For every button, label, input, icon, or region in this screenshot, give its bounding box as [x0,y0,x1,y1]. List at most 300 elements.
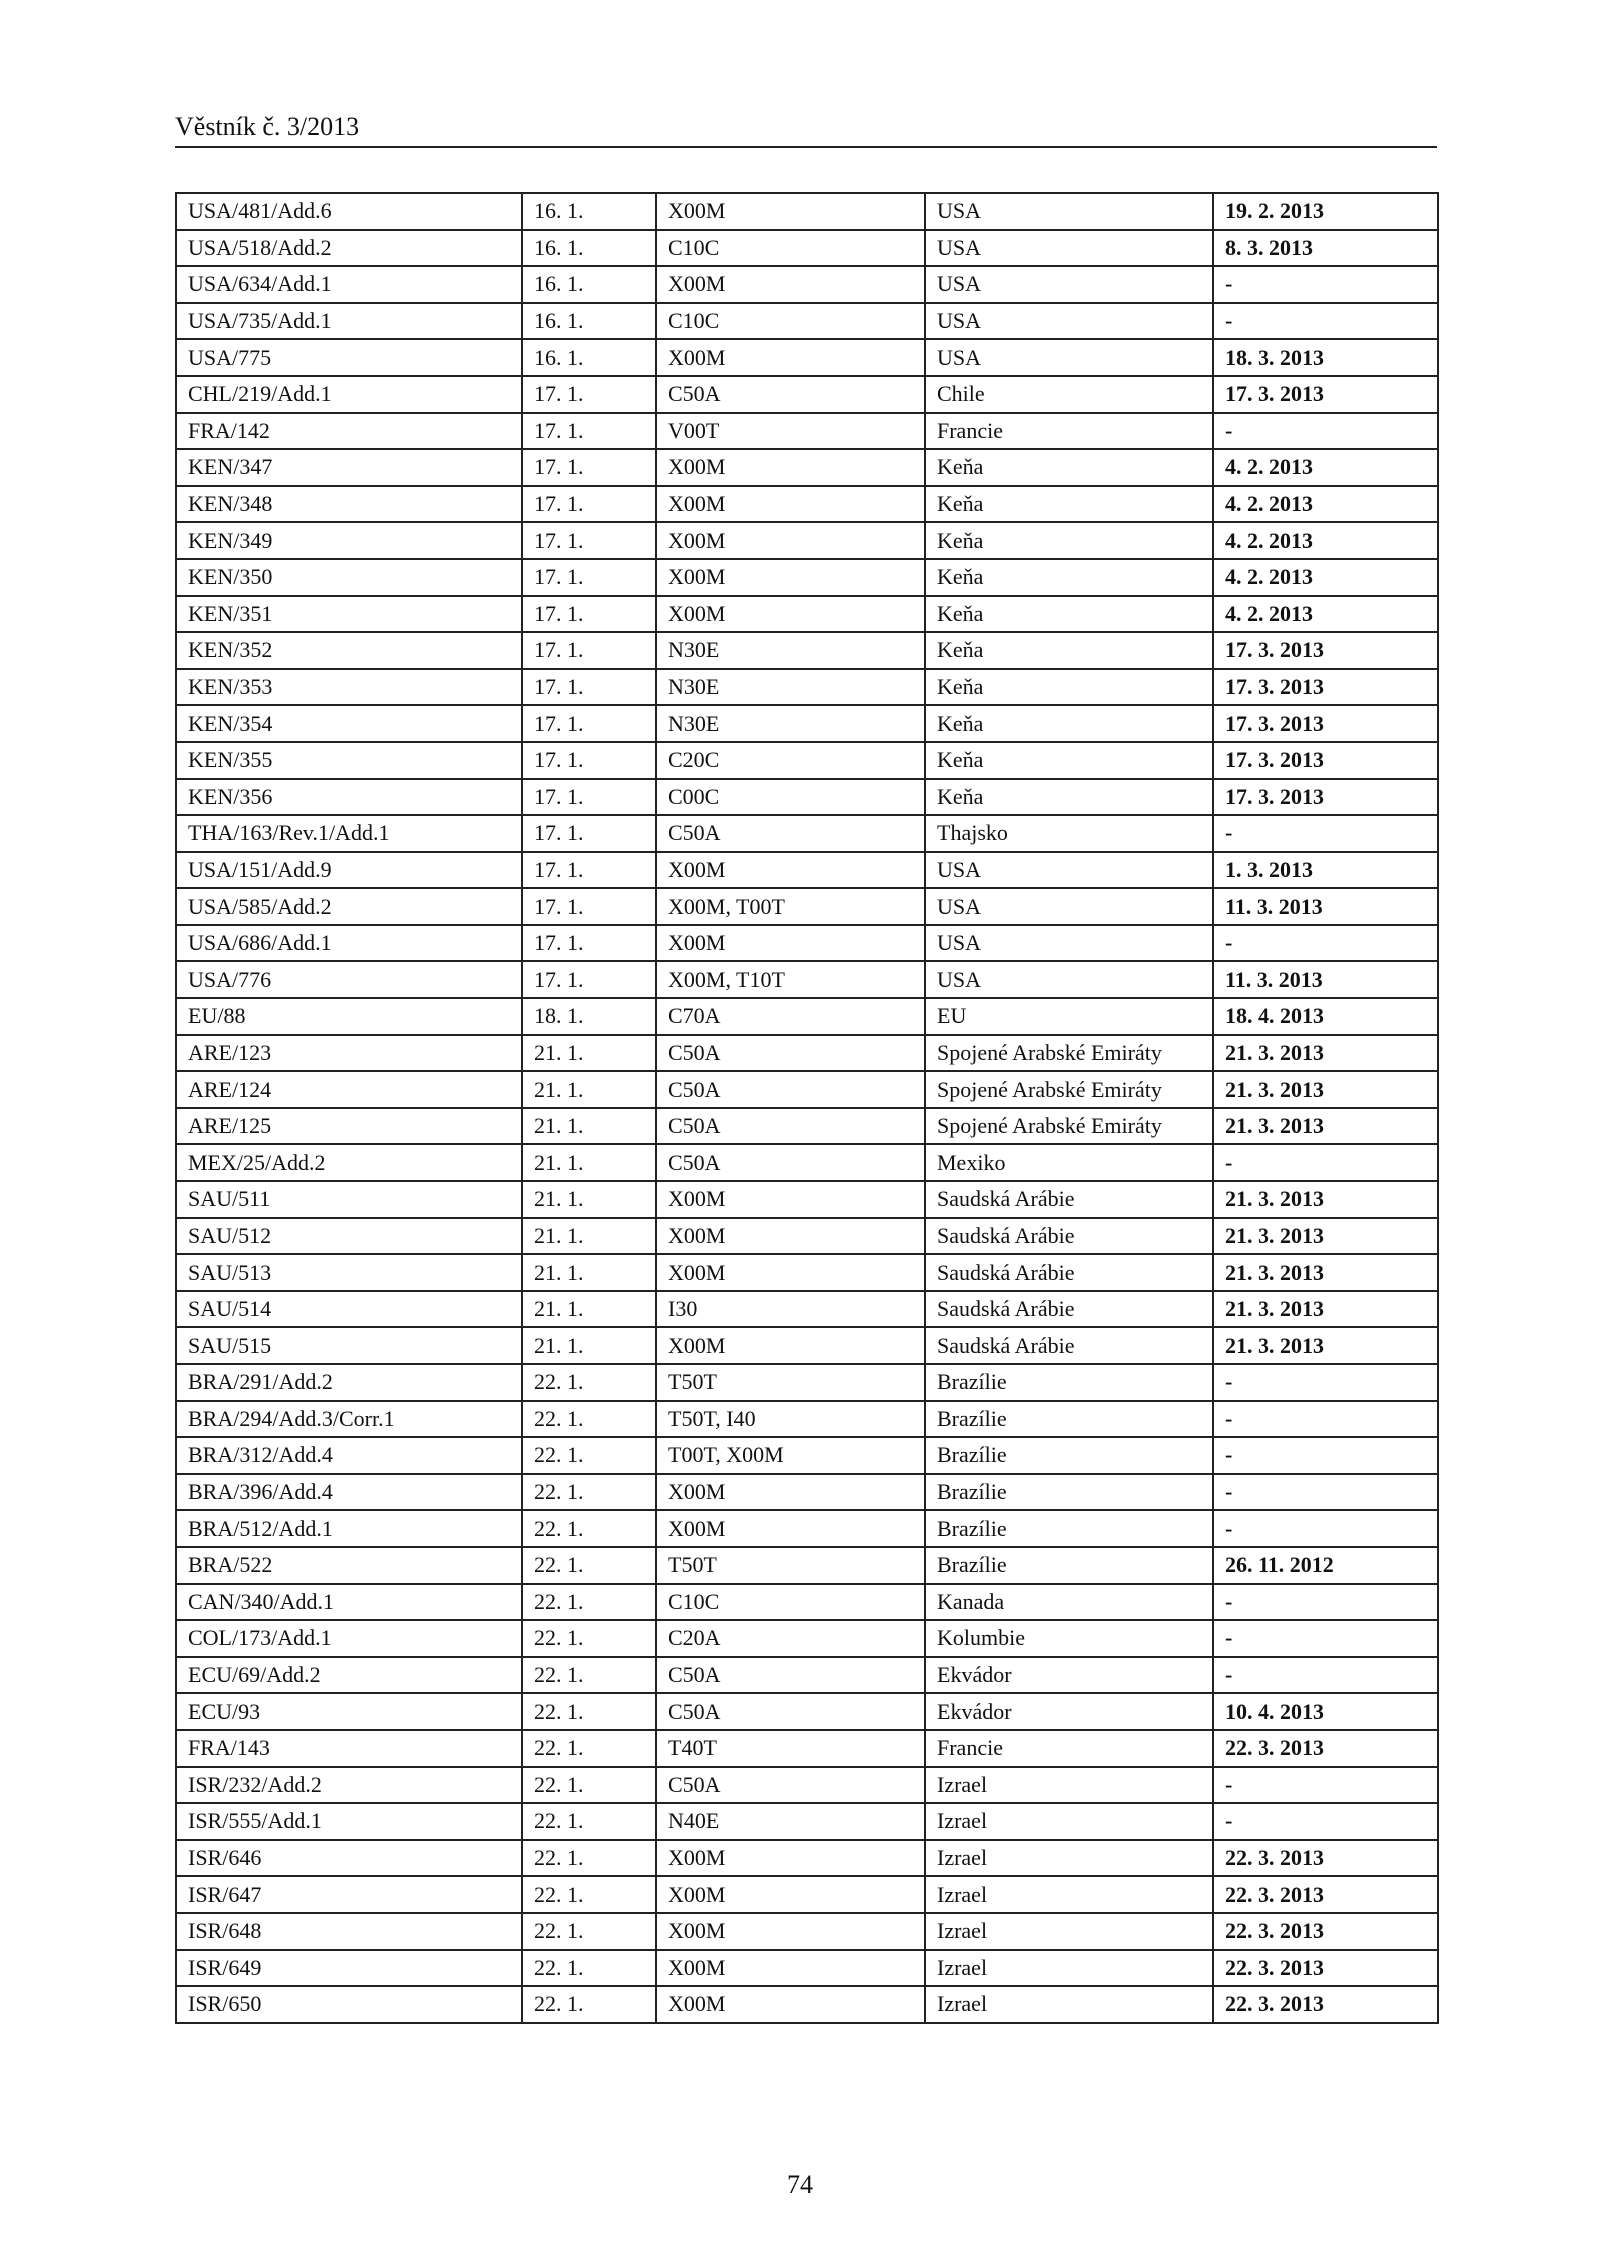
deadline-cell: - [1213,1437,1438,1474]
classification-cell: C50A [656,1108,925,1145]
document-code-cell: USA/686/Add.1 [176,925,522,962]
deadline-cell: 21. 3. 2013 [1213,1035,1438,1072]
document-code-cell: KEN/349 [176,522,522,559]
country-cell: Ekvádor [925,1657,1213,1694]
classification-cell: X00M [656,1913,925,1950]
classification-cell: C50A [656,1035,925,1072]
country-cell: Keňa [925,559,1213,596]
document-code-cell: KEN/351 [176,596,522,633]
table-row [176,961,1438,998]
table-row [176,376,1438,413]
country-cell: Keňa [925,596,1213,633]
country-cell: Izrael [925,1986,1213,2023]
document-code-cell: KEN/354 [176,705,522,742]
table-row [176,998,1438,1035]
date-cell: 17. 1. [522,632,656,669]
classification-cell: X00M, T10T [656,961,925,998]
classification-cell: X00M [656,1474,925,1511]
table-row [176,669,1438,706]
country-cell: Keňa [925,486,1213,523]
classification-cell: T50T [656,1364,925,1401]
date-cell: 16. 1. [522,303,656,340]
document-code-cell: USA/585/Add.2 [176,888,522,925]
classification-cell: X00M [656,1254,925,1291]
deadline-cell: 10. 4. 2013 [1213,1693,1438,1730]
date-cell: 22. 1. [522,1693,656,1730]
table-row [176,925,1438,962]
table-row [176,1986,1438,2023]
country-cell: Brazílie [925,1364,1213,1401]
table-row [176,1474,1438,1511]
document-code-cell: USA/481/Add.6 [176,193,522,230]
deadline-cell: - [1213,303,1438,340]
document-code-cell: ISR/555/Add.1 [176,1803,522,1840]
classification-cell: T50T, I40 [656,1401,925,1438]
country-cell: USA [925,961,1213,998]
date-cell: 21. 1. [522,1218,656,1255]
date-cell: 17. 1. [522,888,656,925]
document-code-cell: ARE/124 [176,1071,522,1108]
classification-cell: V00T [656,413,925,450]
country-cell: USA [925,193,1213,230]
classification-cell: C50A [656,815,925,852]
classification-cell: X00M [656,1510,925,1547]
classification-cell: C50A [656,1144,925,1181]
deadline-cell: - [1213,1510,1438,1547]
date-cell: 22. 1. [522,1401,656,1438]
document-code-cell: KEN/353 [176,669,522,706]
deadline-cell: 11. 3. 2013 [1213,888,1438,925]
table-body [176,193,1438,2023]
classification-cell: X00M [656,522,925,559]
country-cell: USA [925,339,1213,376]
table-row [176,339,1438,376]
deadline-cell: 17. 3. 2013 [1213,669,1438,706]
document-code-cell: BRA/312/Add.4 [176,1437,522,1474]
country-cell: Keňa [925,669,1213,706]
table-row [176,815,1438,852]
classification-cell: N30E [656,632,925,669]
classification-cell: X00M [656,1181,925,1218]
country-cell: Izrael [925,1913,1213,1950]
date-cell: 22. 1. [522,1364,656,1401]
document-code-cell: ISR/650 [176,1986,522,2023]
country-cell: USA [925,230,1213,267]
table-row [176,1803,1438,1840]
deadline-cell: 17. 3. 2013 [1213,376,1438,413]
page-header-title: Věstník č. 3/2013 [175,112,360,141]
deadline-cell: - [1213,1584,1438,1621]
country-cell: Brazílie [925,1547,1213,1584]
deadline-cell: 8. 3. 2013 [1213,230,1438,267]
table-row [176,1327,1438,1364]
date-cell: 17. 1. [522,742,656,779]
deadline-cell: 18. 3. 2013 [1213,339,1438,376]
document-code-cell: BRA/522 [176,1547,522,1584]
classification-cell: C00C [656,779,925,816]
deadline-cell: - [1213,1401,1438,1438]
deadline-cell: 17. 3. 2013 [1213,779,1438,816]
country-cell: Brazílie [925,1474,1213,1511]
classification-cell: X00M, T00T [656,888,925,925]
deadline-cell: 11. 3. 2013 [1213,961,1438,998]
date-cell: 21. 1. [522,1181,656,1218]
document-code-cell: BRA/291/Add.2 [176,1364,522,1401]
date-cell: 17. 1. [522,779,656,816]
document-code-cell: ISR/646 [176,1840,522,1877]
date-cell: 17. 1. [522,925,656,962]
classification-cell: X00M [656,266,925,303]
date-cell: 21. 1. [522,1108,656,1145]
country-cell: Brazílie [925,1510,1213,1547]
classification-cell: X00M [656,852,925,889]
document-code-cell: CAN/340/Add.1 [176,1584,522,1621]
country-cell: Brazílie [925,1401,1213,1438]
table-row [176,1950,1438,1987]
date-cell: 17. 1. [522,413,656,450]
document-code-cell: ECU/93 [176,1693,522,1730]
date-cell: 17. 1. [522,815,656,852]
date-cell: 21. 1. [522,1291,656,1328]
table-row [176,1071,1438,1108]
classification-cell: C70A [656,998,925,1035]
classification-cell: X00M [656,1950,925,1987]
country-cell: Spojené Arabské Emiráty [925,1071,1213,1108]
table-row [176,1437,1438,1474]
deadline-cell: 4. 2. 2013 [1213,449,1438,486]
classification-cell: T00T, X00M [656,1437,925,1474]
document-code-cell: BRA/294/Add.3/Corr.1 [176,1401,522,1438]
document-code-cell: SAU/515 [176,1327,522,1364]
table-row [176,1218,1438,1255]
country-cell: Ekvádor [925,1693,1213,1730]
deadline-cell: 21. 3. 2013 [1213,1218,1438,1255]
country-cell: Spojené Arabské Emiráty [925,1035,1213,1072]
country-cell: Keňa [925,779,1213,816]
classification-cell: X00M [656,596,925,633]
document-code-cell: KEN/356 [176,779,522,816]
country-cell: USA [925,925,1213,962]
country-cell: Keňa [925,632,1213,669]
table-row [176,1730,1438,1767]
table-row [176,413,1438,450]
document-code-cell: EU/88 [176,998,522,1035]
document-code-cell: ISR/647 [176,1876,522,1913]
table-row [176,1144,1438,1181]
document-code-cell: CHL/219/Add.1 [176,376,522,413]
country-cell: Saudská Arábie [925,1218,1213,1255]
page-number: 74 [787,2170,813,2199]
document-code-cell: COL/173/Add.1 [176,1620,522,1657]
classification-cell: C50A [656,376,925,413]
document-code-cell: SAU/513 [176,1254,522,1291]
deadline-cell: - [1213,413,1438,450]
country-cell: Keňa [925,705,1213,742]
date-cell: 16. 1. [522,193,656,230]
date-cell: 17. 1. [522,376,656,413]
deadline-cell: 22. 3. 2013 [1213,1950,1438,1987]
classification-cell: C20A [656,1620,925,1657]
table-row [176,1401,1438,1438]
table-row [176,1364,1438,1401]
document-code-cell: USA/735/Add.1 [176,303,522,340]
table-row [176,1620,1438,1657]
table-row [176,1840,1438,1877]
date-cell: 22. 1. [522,1510,656,1547]
classification-cell: C10C [656,230,925,267]
document-code-cell: USA/151/Add.9 [176,852,522,889]
country-cell: Francie [925,413,1213,450]
date-cell: 18. 1. [522,998,656,1035]
classification-cell: X00M [656,193,925,230]
classification-cell: X00M [656,1986,925,2023]
deadline-cell: - [1213,1657,1438,1694]
country-cell: Keňa [925,449,1213,486]
classification-cell: N40E [656,1803,925,1840]
classification-cell: C50A [656,1693,925,1730]
date-cell: 22. 1. [522,1657,656,1694]
date-cell: 22. 1. [522,1767,656,1804]
deadline-cell: - [1213,1144,1438,1181]
table-row [176,266,1438,303]
date-cell: 22. 1. [522,1803,656,1840]
date-cell: 17. 1. [522,961,656,998]
document-code-cell: ARE/123 [176,1035,522,1072]
deadline-cell: 4. 2. 2013 [1213,522,1438,559]
document-code-cell: THA/163/Rev.1/Add.1 [176,815,522,852]
date-cell: 22. 1. [522,1547,656,1584]
country-cell: Izrael [925,1803,1213,1840]
date-cell: 22. 1. [522,1840,656,1877]
date-cell: 21. 1. [522,1035,656,1072]
country-cell: Saudská Arábie [925,1327,1213,1364]
document-code-cell: KEN/348 [176,486,522,523]
country-cell: Keňa [925,522,1213,559]
table-row [176,1254,1438,1291]
deadline-cell: 4. 2. 2013 [1213,596,1438,633]
table-row [176,1291,1438,1328]
classification-cell: C50A [656,1071,925,1108]
country-cell: EU [925,998,1213,1035]
country-cell: USA [925,852,1213,889]
document-code-cell: SAU/511 [176,1181,522,1218]
deadline-cell: 1. 3. 2013 [1213,852,1438,889]
deadline-cell: 26. 11. 2012 [1213,1547,1438,1584]
table-row [176,1693,1438,1730]
deadline-cell: - [1213,266,1438,303]
date-cell: 22. 1. [522,1986,656,2023]
table-row [176,852,1438,889]
classification-cell: X00M [656,1218,925,1255]
deadline-cell: - [1213,1803,1438,1840]
classification-cell: N30E [656,705,925,742]
classification-cell: T50T [656,1547,925,1584]
document-code-cell: USA/518/Add.2 [176,230,522,267]
document-code-cell: MEX/25/Add.2 [176,1144,522,1181]
country-cell: Izrael [925,1876,1213,1913]
date-cell: 17. 1. [522,596,656,633]
header-rule [175,146,1437,148]
date-cell: 17. 1. [522,486,656,523]
classification-cell: N30E [656,669,925,706]
country-cell: Izrael [925,1950,1213,1987]
deadline-cell: - [1213,815,1438,852]
deadline-cell: - [1213,1620,1438,1657]
date-cell: 22. 1. [522,1876,656,1913]
country-cell: Thajsko [925,815,1213,852]
deadline-cell: 17. 3. 2013 [1213,742,1438,779]
document-code-cell: ARE/125 [176,1108,522,1145]
table-row [176,705,1438,742]
document-code-cell: USA/776 [176,961,522,998]
date-cell: 17. 1. [522,522,656,559]
classification-cell: T40T [656,1730,925,1767]
table-row [176,888,1438,925]
country-cell: Izrael [925,1840,1213,1877]
date-cell: 16. 1. [522,266,656,303]
table-row [176,632,1438,669]
country-cell: Francie [925,1730,1213,1767]
table-row [176,596,1438,633]
table-row [176,1767,1438,1804]
document-code-cell: FRA/142 [176,413,522,450]
table-row [176,522,1438,559]
document-code-cell: SAU/514 [176,1291,522,1328]
table-row [176,193,1438,230]
classification-cell: X00M [656,449,925,486]
table-row [176,779,1438,816]
country-cell: Chile [925,376,1213,413]
date-cell: 21. 1. [522,1327,656,1364]
date-cell: 22. 1. [522,1730,656,1767]
document-code-cell: KEN/355 [176,742,522,779]
country-cell: Kanada [925,1584,1213,1621]
deadline-cell: 17. 3. 2013 [1213,632,1438,669]
country-cell: Keňa [925,742,1213,779]
date-cell: 21. 1. [522,1144,656,1181]
date-cell: 17. 1. [522,852,656,889]
date-cell: 21. 1. [522,1254,656,1291]
date-cell: 22. 1. [522,1474,656,1511]
notification-table [175,192,1439,2024]
deadline-cell: 19. 2. 2013 [1213,193,1438,230]
classification-cell: X00M [656,1840,925,1877]
document-code-cell: ISR/648 [176,1913,522,1950]
classification-cell: C50A [656,1767,925,1804]
classification-cell: I30 [656,1291,925,1328]
table-row [176,559,1438,596]
date-cell: 16. 1. [522,230,656,267]
country-cell: USA [925,303,1213,340]
date-cell: 22. 1. [522,1950,656,1987]
document-code-cell: KEN/350 [176,559,522,596]
deadline-cell: - [1213,925,1438,962]
deadline-cell: - [1213,1364,1438,1401]
table-row [176,1913,1438,1950]
document-code-cell: ISR/649 [176,1950,522,1987]
deadline-cell: - [1213,1474,1438,1511]
country-cell: Saudská Arábie [925,1181,1213,1218]
table-row [176,1876,1438,1913]
classification-cell: X00M [656,339,925,376]
document-code-cell: BRA/396/Add.4 [176,1474,522,1511]
document-code-cell: ISR/232/Add.2 [176,1767,522,1804]
date-cell: 22. 1. [522,1620,656,1657]
classification-cell: X00M [656,925,925,962]
document-code-cell: SAU/512 [176,1218,522,1255]
document-code-cell: FRA/143 [176,1730,522,1767]
deadline-cell: 4. 2. 2013 [1213,559,1438,596]
classification-cell: C20C [656,742,925,779]
deadline-cell: 22. 3. 2013 [1213,1986,1438,2023]
date-cell: 17. 1. [522,669,656,706]
deadline-cell: 22. 3. 2013 [1213,1913,1438,1950]
date-cell: 17. 1. [522,559,656,596]
country-cell: Izrael [925,1767,1213,1804]
deadline-cell: 18. 4. 2013 [1213,998,1438,1035]
table-row [176,1510,1438,1547]
table-row [176,230,1438,267]
deadline-cell: 22. 3. 2013 [1213,1730,1438,1767]
table-row [176,303,1438,340]
document-code-cell: KEN/347 [176,449,522,486]
classification-cell: X00M [656,559,925,596]
table-row [176,1584,1438,1621]
classification-cell: C50A [656,1657,925,1694]
document-code-cell: KEN/352 [176,632,522,669]
country-cell: Brazílie [925,1437,1213,1474]
document-code-cell: USA/775 [176,339,522,376]
deadline-cell: 21. 3. 2013 [1213,1181,1438,1218]
document-code-cell: ECU/69/Add.2 [176,1657,522,1694]
country-cell: Spojené Arabské Emiráty [925,1108,1213,1145]
classification-cell: X00M [656,1327,925,1364]
country-cell: Saudská Arábie [925,1254,1213,1291]
deadline-cell: - [1213,1767,1438,1804]
date-cell: 22. 1. [522,1437,656,1474]
document-code-cell: BRA/512/Add.1 [176,1510,522,1547]
table-row [176,1181,1438,1218]
table-row [176,1035,1438,1072]
table-row [176,1547,1438,1584]
deadline-cell: 21. 3. 2013 [1213,1071,1438,1108]
deadline-cell: 17. 3. 2013 [1213,705,1438,742]
table-row [176,1108,1438,1145]
deadline-cell: 21. 3. 2013 [1213,1327,1438,1364]
country-cell: Mexiko [925,1144,1213,1181]
date-cell: 16. 1. [522,339,656,376]
date-cell: 21. 1. [522,1071,656,1108]
country-cell: Kolumbie [925,1620,1213,1657]
table-row [176,742,1438,779]
country-cell: Saudská Arábie [925,1291,1213,1328]
table-row [176,1657,1438,1694]
classification-cell: C10C [656,1584,925,1621]
date-cell: 17. 1. [522,705,656,742]
table-row [176,449,1438,486]
deadline-cell: 21. 3. 2013 [1213,1108,1438,1145]
date-cell: 22. 1. [522,1584,656,1621]
table-row [176,486,1438,523]
date-cell: 22. 1. [522,1913,656,1950]
date-cell: 17. 1. [522,449,656,486]
deadline-cell: 22. 3. 2013 [1213,1876,1438,1913]
document-code-cell: USA/634/Add.1 [176,266,522,303]
classification-cell: X00M [656,1876,925,1913]
deadline-cell: 21. 3. 2013 [1213,1254,1438,1291]
classification-cell: X00M [656,486,925,523]
classification-cell: C10C [656,303,925,340]
